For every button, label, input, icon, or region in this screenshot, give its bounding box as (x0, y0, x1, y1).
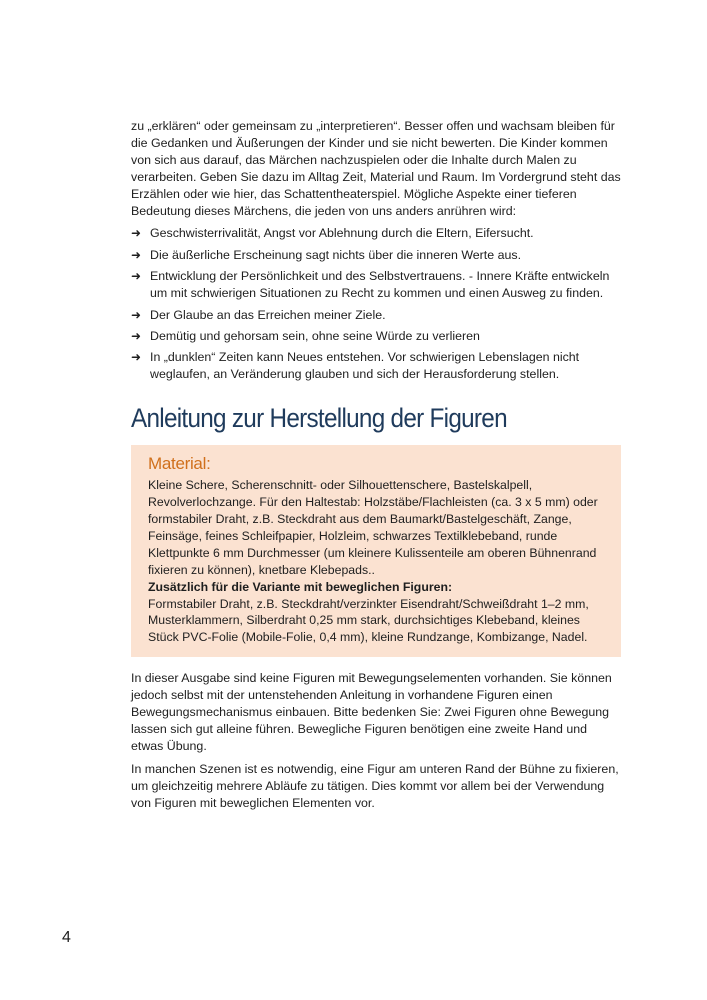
page-number: 4 (62, 929, 71, 946)
material-text (148, 477, 605, 646)
list-item-text: In „dunklen“ Zeiten kann Neues entstehen. Vor schwierigen Lebenslagen nicht weglaufen, an Veränderung glauben und sich der Herausforderung stellen. (150, 350, 580, 382)
list-item (131, 307, 621, 324)
body-paragraph-1: In dieser Ausgabe sind keine Figuren mit Bewegungselementen vorhanden. Sie können jedoch selbst mit der untenstehenden Anleitung in vorhandene Figuren einen Bewegungsmechanismus einbauen. Bitte bedenken Sie: Zwei Figuren ohne Bewegung lassen sich gut alleine führen. Bewegliche Figuren benötigen eine zweite Hand und etwas Übung. (131, 671, 612, 753)
intro-paragraph: zu „erklären“ oder gemeinsam zu „interpretieren“. Besser offen und wachsam bleiben für die Gedanken und Äußerungen der Kinder und sie nicht bewerten. Die Kinder kommen von sich aus darauf, das Märchen nachzuspielen oder die Inhalte durch Malen zu verarbeiten. Geben Sie dazu im Alltag Zeit, Material und Raum. Im Vordergrund steht das Erzählen oder wie hier, das Schattentheaterspiel. Mögliche Aspekte einer tieferen Bedeutung dieses Märchens, die jeden von uns anders anrühren wird: (131, 119, 621, 218)
material-box (131, 445, 621, 657)
body-text (131, 670, 621, 811)
material-title: Material: (148, 454, 211, 474)
section-heading: Anleitung zur Herstellung der Figuren (131, 403, 507, 434)
list-item-text: Der Glaube an das Erreichen meiner Ziele. (150, 307, 386, 322)
arrow-icon: ➜ (131, 269, 142, 284)
list-item-text: Geschwisterrivalität, Angst vor Ablehnung durch die Eltern, Eifersucht. (150, 226, 534, 241)
arrow-icon: ➜ (131, 350, 142, 365)
page-content (131, 118, 621, 812)
material-subheading: Zusätzlich für die Variante mit beweglichen Figuren: (148, 579, 453, 594)
list-item-text: Entwicklung der Persönlichkeit und des Selbstvertrauens. - Innere Kräfte entwickeln um mit schwierigen Situationen zu Recht zu kommen und einen Ausweg zu finden. (150, 269, 610, 301)
material-extra-text: Formstabiler Draht, z.B. Steckdraht/verzinkter Eisendraht/Schweißdraht 1–2 mm, Musterklammern, Silberdraht 0,25 mm stark, durchsichtiges Klebeband, kleines Stück PVC-Folie (Mobile-Folie, 0,4 mm), kleine Rundzange, Kombizange, Nadel. (148, 596, 589, 645)
list-item-text: Demütig und gehorsam sein, ohne seine Würde zu verlieren (150, 328, 480, 343)
body-paragraph-2: In manchen Szenen ist es notwendig, eine Figur am unteren Rand der Bühne zu fixieren, um gleichzeitig mehrere Abläufe zu tätigen. Dies kommt vor allem bei der Verwendung von Figuren mit beweglichen Elementen vor. (131, 761, 619, 810)
material-list-text: Kleine Schere, Scherenschnitt- oder Silhouettenschere, Bastelskalpell, Revolverlochzange. Für den Haltestab: Holzstäbe/Flachleisten (ca. 3 x 5 mm) oder formstabiler Draht, z.B. Steckdraht aus dem Baumarkt/Bastelgeschäft, Zange, Feinsäge, feines Schleifpapier, Holzleim, schwarzes Textilklebeband, runde Klettpunkte 6 mm Durchmesser (um kleinere Kulissenteile am oberen Bühnenrand fixieren zu können), knetbare Klebepads.. (148, 478, 598, 577)
aspects-list (131, 225, 621, 383)
list-item (131, 328, 621, 345)
arrow-icon: ➜ (131, 307, 142, 322)
arrow-icon: ➜ (131, 328, 142, 343)
list-item (131, 268, 621, 302)
list-item (131, 225, 621, 242)
list-item (131, 247, 621, 264)
list-item-text: Die äußerliche Erscheinung sagt nichts über die inneren Werte aus. (150, 247, 522, 262)
arrow-icon: ➜ (131, 247, 142, 262)
arrow-icon: ➜ (131, 226, 142, 241)
list-item (131, 349, 621, 383)
